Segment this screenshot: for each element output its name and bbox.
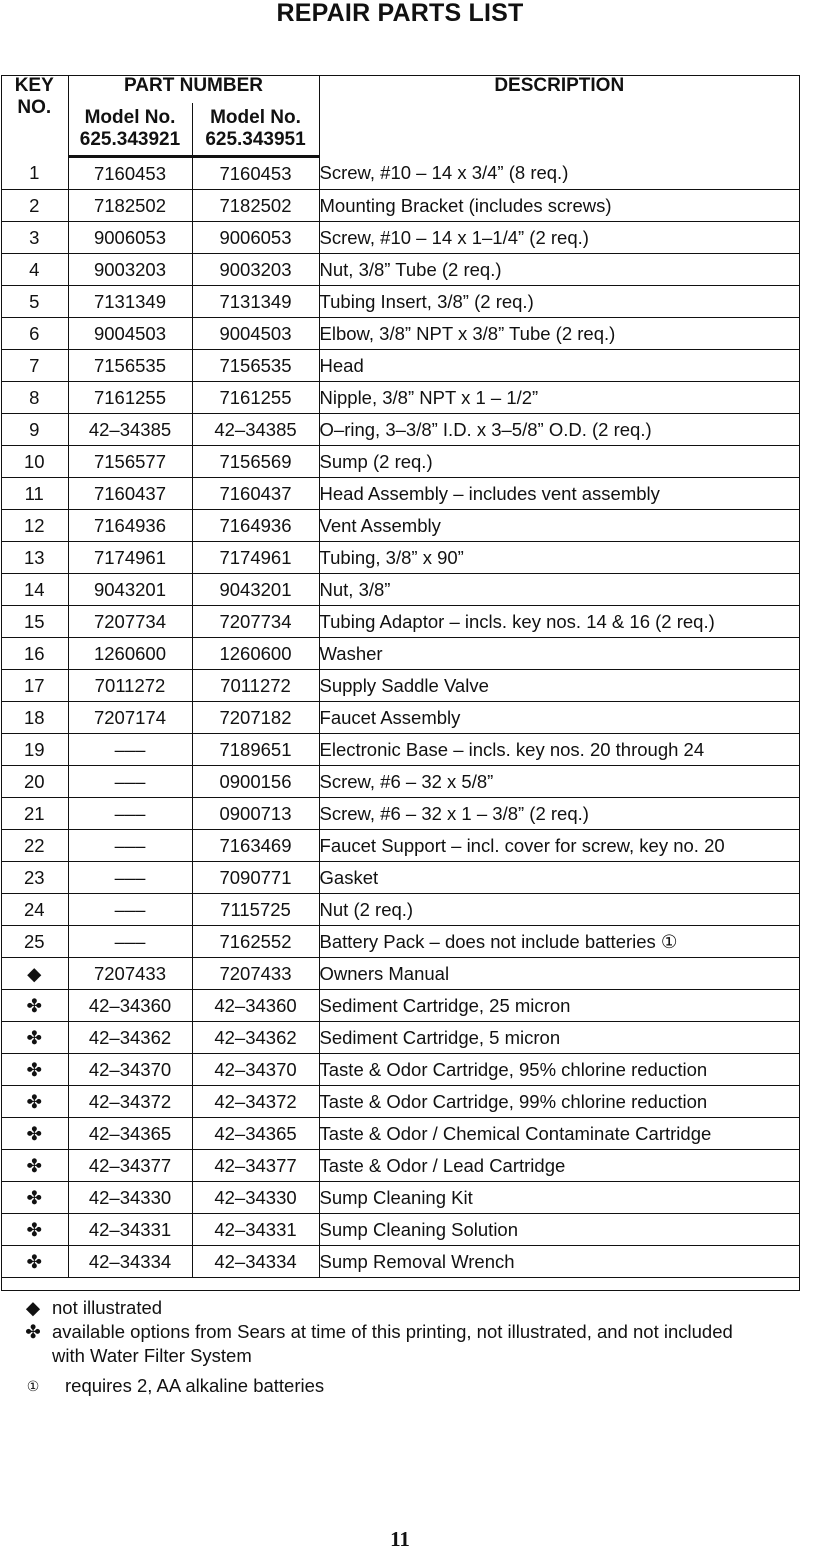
description-cell: Faucet Assembly xyxy=(319,702,799,734)
table-row xyxy=(1,190,799,222)
table-row xyxy=(1,958,799,990)
table-row xyxy=(1,350,799,382)
note-available-options: ✤ available options from Sears at time of this printing, not illustrated, and not included with Water Filter System xyxy=(22,1320,821,1368)
key-cell: 14 xyxy=(1,574,68,606)
table-row xyxy=(1,990,799,1022)
part-number-model-2-cell: 42–34360 xyxy=(192,990,319,1022)
key-cell: 11 xyxy=(1,478,68,510)
part-number-model-2-cell: 7160437 xyxy=(192,478,319,510)
description-cell: Taste & Odor Cartridge, 99% chlorine reduction xyxy=(319,1086,799,1118)
table-row xyxy=(1,798,799,830)
part-number-model-2-cell: 0900713 xyxy=(192,798,319,830)
description-cell: Taste & Odor Cartridge, 95% chlorine reduction xyxy=(319,1054,799,1086)
key-cell: ✤ xyxy=(1,990,68,1022)
part-number-model-2-cell: 42–34370 xyxy=(192,1054,319,1086)
description-cell: Screw, #10 – 14 x 1–1/4” (2 req.) xyxy=(319,222,799,254)
part-number-model-1-cell: ––– xyxy=(68,734,192,766)
table-row xyxy=(1,157,799,190)
table-row xyxy=(1,382,799,414)
part-number-model-1-cell: 42–34330 xyxy=(68,1182,192,1214)
table-row xyxy=(1,894,799,926)
part-number-model-1-cell: ––– xyxy=(68,894,192,926)
part-number-model-2-cell: 7011272 xyxy=(192,670,319,702)
table-row xyxy=(1,830,799,862)
table-row xyxy=(1,862,799,894)
part-number-model-1-cell: 42–34370 xyxy=(68,1054,192,1086)
description-cell: Elbow, 3/8” NPT x 3/8” Tube (2 req.) xyxy=(319,318,799,350)
part-number-model-1-cell: ––– xyxy=(68,862,192,894)
part-number-model-1-cell: 7207433 xyxy=(68,958,192,990)
part-number-model-2-cell: 42–34362 xyxy=(192,1022,319,1054)
part-number-model-1-cell: 42–34362 xyxy=(68,1022,192,1054)
key-cell: ✤ xyxy=(1,1182,68,1214)
repair-parts-table xyxy=(1,75,799,1278)
key-cell: ◆ xyxy=(1,958,68,990)
part-number-model-1-cell: 7156577 xyxy=(68,446,192,478)
description-cell: Head xyxy=(319,350,799,382)
model-1-header: Model No. 625.343921 xyxy=(68,103,192,157)
part-number-model-1-cell: 42–34331 xyxy=(68,1214,192,1246)
part-number-model-2-cell: 7160453 xyxy=(192,157,319,190)
description-cell: Taste & Odor / Lead Cartridge xyxy=(319,1150,799,1182)
key-cell: ✤ xyxy=(1,1054,68,1086)
description-cell: Screw, #6 – 32 x 5/8” xyxy=(319,766,799,798)
key-cell: 4 xyxy=(1,254,68,286)
parts-table-body xyxy=(1,157,799,1278)
key-cell: ✤ xyxy=(1,1150,68,1182)
part-number-model-1-cell: 9006053 xyxy=(68,222,192,254)
table-row xyxy=(1,638,799,670)
table-row xyxy=(1,478,799,510)
key-cell: 9 xyxy=(1,414,68,446)
note-not-illustrated: ◆ not illustrated xyxy=(22,1296,821,1320)
circled-one-icon: ① xyxy=(26,1378,40,1394)
part-number-model-1-cell: 9043201 xyxy=(68,574,192,606)
part-number-model-2-cell: 7090771 xyxy=(192,862,319,894)
part-number-model-1-cell: 7160453 xyxy=(68,157,192,190)
description-cell: Sump (2 req.) xyxy=(319,446,799,478)
table-row xyxy=(1,1022,799,1054)
key-cell: 16 xyxy=(1,638,68,670)
key-cell: ✤ xyxy=(1,1022,68,1054)
part-number-model-1-cell: 7160437 xyxy=(68,478,192,510)
key-cell: ✤ xyxy=(1,1086,68,1118)
part-number-model-1-cell: 9003203 xyxy=(68,254,192,286)
part-number-model-2-cell: 7115725 xyxy=(192,894,319,926)
key-cell: 12 xyxy=(1,510,68,542)
description-cell: Vent Assembly xyxy=(319,510,799,542)
table-row xyxy=(1,414,799,446)
part-number-model-1-cell: 7156535 xyxy=(68,350,192,382)
part-number-model-2-cell: 7162552 xyxy=(192,926,319,958)
description-cell: Mounting Bracket (includes screws) xyxy=(319,190,799,222)
key-cell: 23 xyxy=(1,862,68,894)
club-icon: ✤ xyxy=(25,1321,41,1342)
table-row xyxy=(1,606,799,638)
part-number-model-2-cell: 42–34372 xyxy=(192,1086,319,1118)
part-number-model-1-cell: 7207174 xyxy=(68,702,192,734)
key-cell: ✤ xyxy=(1,1246,68,1278)
page-title: REPAIR PARTS LIST xyxy=(276,0,524,27)
table-row xyxy=(1,1246,799,1278)
part-number-model-2-cell: 42–34365 xyxy=(192,1118,319,1150)
key-cell: 2 xyxy=(1,190,68,222)
description-cell: Screw, #10 – 14 x 3/4” (8 req.) xyxy=(319,157,799,190)
part-number-model-2-cell: 7174961 xyxy=(192,542,319,574)
key-cell: 6 xyxy=(1,318,68,350)
description-cell: O–ring, 3–3/8” I.D. x 3–5/8” O.D. (2 req.) xyxy=(319,414,799,446)
part-number-model-2-cell: 42–34377 xyxy=(192,1150,319,1182)
part-number-header: PART NUMBER xyxy=(68,75,319,103)
key-cell: 21 xyxy=(1,798,68,830)
table-row xyxy=(1,222,799,254)
part-number-model-1-cell: 42–34372 xyxy=(68,1086,192,1118)
key-cell: ✤ xyxy=(1,1118,68,1150)
description-cell: Owners Manual xyxy=(319,958,799,990)
part-number-model-2-cell: 42–34385 xyxy=(192,414,319,446)
key-cell: 19 xyxy=(1,734,68,766)
part-number-model-2-cell: 7182502 xyxy=(192,190,319,222)
part-number-model-1-cell: 7011272 xyxy=(68,670,192,702)
key-cell: 3 xyxy=(1,222,68,254)
description-cell: Nipple, 3/8” NPT x 1 – 1/2” xyxy=(319,382,799,414)
part-number-model-1-cell: 7161255 xyxy=(68,382,192,414)
part-number-model-1-cell: 42–34365 xyxy=(68,1118,192,1150)
table-row xyxy=(1,1054,799,1086)
part-number-model-1-cell: 7164936 xyxy=(68,510,192,542)
description-cell: Tubing, 3/8” x 90” xyxy=(319,542,799,574)
key-cell: ✤ xyxy=(1,1214,68,1246)
part-number-model-1-cell: 7131349 xyxy=(68,286,192,318)
part-number-model-1-cell: 7207734 xyxy=(68,606,192,638)
table-row xyxy=(1,1214,799,1246)
key-cell: 10 xyxy=(1,446,68,478)
key-cell: 5 xyxy=(1,286,68,318)
table-row xyxy=(1,1182,799,1214)
table-row xyxy=(1,446,799,478)
key-cell: 15 xyxy=(1,606,68,638)
part-number-model-2-cell: 7189651 xyxy=(192,734,319,766)
description-cell: Sediment Cartridge, 5 micron xyxy=(319,1022,799,1054)
description-cell: Taste & Odor / Chemical Contaminate Cartridge xyxy=(319,1118,799,1150)
part-number-model-2-cell: 1260600 xyxy=(192,638,319,670)
table-row xyxy=(1,766,799,798)
description-cell: Sump Removal Wrench xyxy=(319,1246,799,1278)
table-row xyxy=(1,574,799,606)
part-number-model-1-cell: 42–34377 xyxy=(68,1150,192,1182)
part-number-model-2-cell: 9006053 xyxy=(192,222,319,254)
part-number-model-2-cell: 9043201 xyxy=(192,574,319,606)
table-row xyxy=(1,926,799,958)
description-cell: Nut, 3/8” xyxy=(319,574,799,606)
part-number-model-2-cell: 7163469 xyxy=(192,830,319,862)
table-row xyxy=(1,702,799,734)
diamond-icon: ◆ xyxy=(25,1297,41,1318)
part-number-model-2-cell: 9003203 xyxy=(192,254,319,286)
key-cell: 20 xyxy=(1,766,68,798)
table-row xyxy=(1,670,799,702)
part-number-model-1-cell: ––– xyxy=(68,798,192,830)
key-cell: 7 xyxy=(1,350,68,382)
description-cell: Nut (2 req.) xyxy=(319,894,799,926)
part-number-model-1-cell: 42–34334 xyxy=(68,1246,192,1278)
part-number-model-2-cell: 42–34331 xyxy=(192,1214,319,1246)
description-cell: Nut, 3/8” Tube (2 req.) xyxy=(319,254,799,286)
table-row xyxy=(1,1086,799,1118)
part-number-model-2-cell: 7156535 xyxy=(192,350,319,382)
key-no-header: KEY NO. xyxy=(1,75,68,157)
part-number-model-1-cell: 42–34385 xyxy=(68,414,192,446)
table-row xyxy=(1,318,799,350)
part-number-model-1-cell: ––– xyxy=(68,766,192,798)
key-cell: 24 xyxy=(1,894,68,926)
part-number-model-1-cell: 7174961 xyxy=(68,542,192,574)
key-cell: 18 xyxy=(1,702,68,734)
part-number-model-2-cell: 7207182 xyxy=(192,702,319,734)
part-number-model-2-cell: 42–34334 xyxy=(192,1246,319,1278)
description-cell: Sediment Cartridge, 25 micron xyxy=(319,990,799,1022)
part-number-model-1-cell: ––– xyxy=(68,830,192,862)
table-row xyxy=(1,1150,799,1182)
part-number-model-2-cell: 7156569 xyxy=(192,446,319,478)
page-number: 11 xyxy=(390,1527,410,1551)
key-cell: 1 xyxy=(1,157,68,190)
footnotes xyxy=(22,1296,821,1398)
description-cell: Tubing Insert, 3/8” (2 req.) xyxy=(319,286,799,318)
description-cell: Battery Pack – does not include batteries ① xyxy=(319,926,799,958)
description-cell: Sump Cleaning Kit xyxy=(319,1182,799,1214)
part-number-model-1-cell: ––– xyxy=(68,926,192,958)
note-batteries: ① requires 2, AA alkaline batteries xyxy=(22,1374,821,1398)
model-2-header: Model No. 625.343951 xyxy=(192,103,319,157)
description-cell: Faucet Support – incl. cover for screw, key no. 20 xyxy=(319,830,799,862)
part-number-model-2-cell: 9004503 xyxy=(192,318,319,350)
description-cell: Tubing Adaptor – incls. key nos. 14 & 16 (2 req.) xyxy=(319,606,799,638)
part-number-model-1-cell: 9004503 xyxy=(68,318,192,350)
table-row xyxy=(1,734,799,766)
part-number-model-2-cell: 7207433 xyxy=(192,958,319,990)
part-number-model-2-cell: 42–34330 xyxy=(192,1182,319,1214)
description-cell: Screw, #6 – 32 x 1 – 3/8” (2 req.) xyxy=(319,798,799,830)
part-number-model-2-cell: 7131349 xyxy=(192,286,319,318)
table-row xyxy=(1,542,799,574)
table-row xyxy=(1,1118,799,1150)
description-cell: Head Assembly – includes vent assembly xyxy=(319,478,799,510)
key-cell: 13 xyxy=(1,542,68,574)
key-cell: 8 xyxy=(1,382,68,414)
part-number-model-1-cell: 7182502 xyxy=(68,190,192,222)
key-cell: 17 xyxy=(1,670,68,702)
part-number-model-2-cell: 7161255 xyxy=(192,382,319,414)
part-number-model-2-cell: 0900156 xyxy=(192,766,319,798)
part-number-model-1-cell: 42–34360 xyxy=(68,990,192,1022)
table-row xyxy=(1,254,799,286)
table-row xyxy=(1,286,799,318)
part-number-model-1-cell: 1260600 xyxy=(68,638,192,670)
key-cell: 25 xyxy=(1,926,68,958)
description-cell: Gasket xyxy=(319,862,799,894)
description-cell: Washer xyxy=(319,638,799,670)
part-number-model-2-cell: 7164936 xyxy=(192,510,319,542)
description-cell: Supply Saddle Valve xyxy=(319,670,799,702)
description-header: DESCRIPTION xyxy=(494,75,625,96)
description-cell: Electronic Base – incls. key nos. 20 through 24 xyxy=(319,734,799,766)
part-number-model-2-cell: 7207734 xyxy=(192,606,319,638)
table-row xyxy=(1,510,799,542)
description-cell: Sump Cleaning Solution xyxy=(319,1214,799,1246)
key-cell: 22 xyxy=(1,830,68,862)
